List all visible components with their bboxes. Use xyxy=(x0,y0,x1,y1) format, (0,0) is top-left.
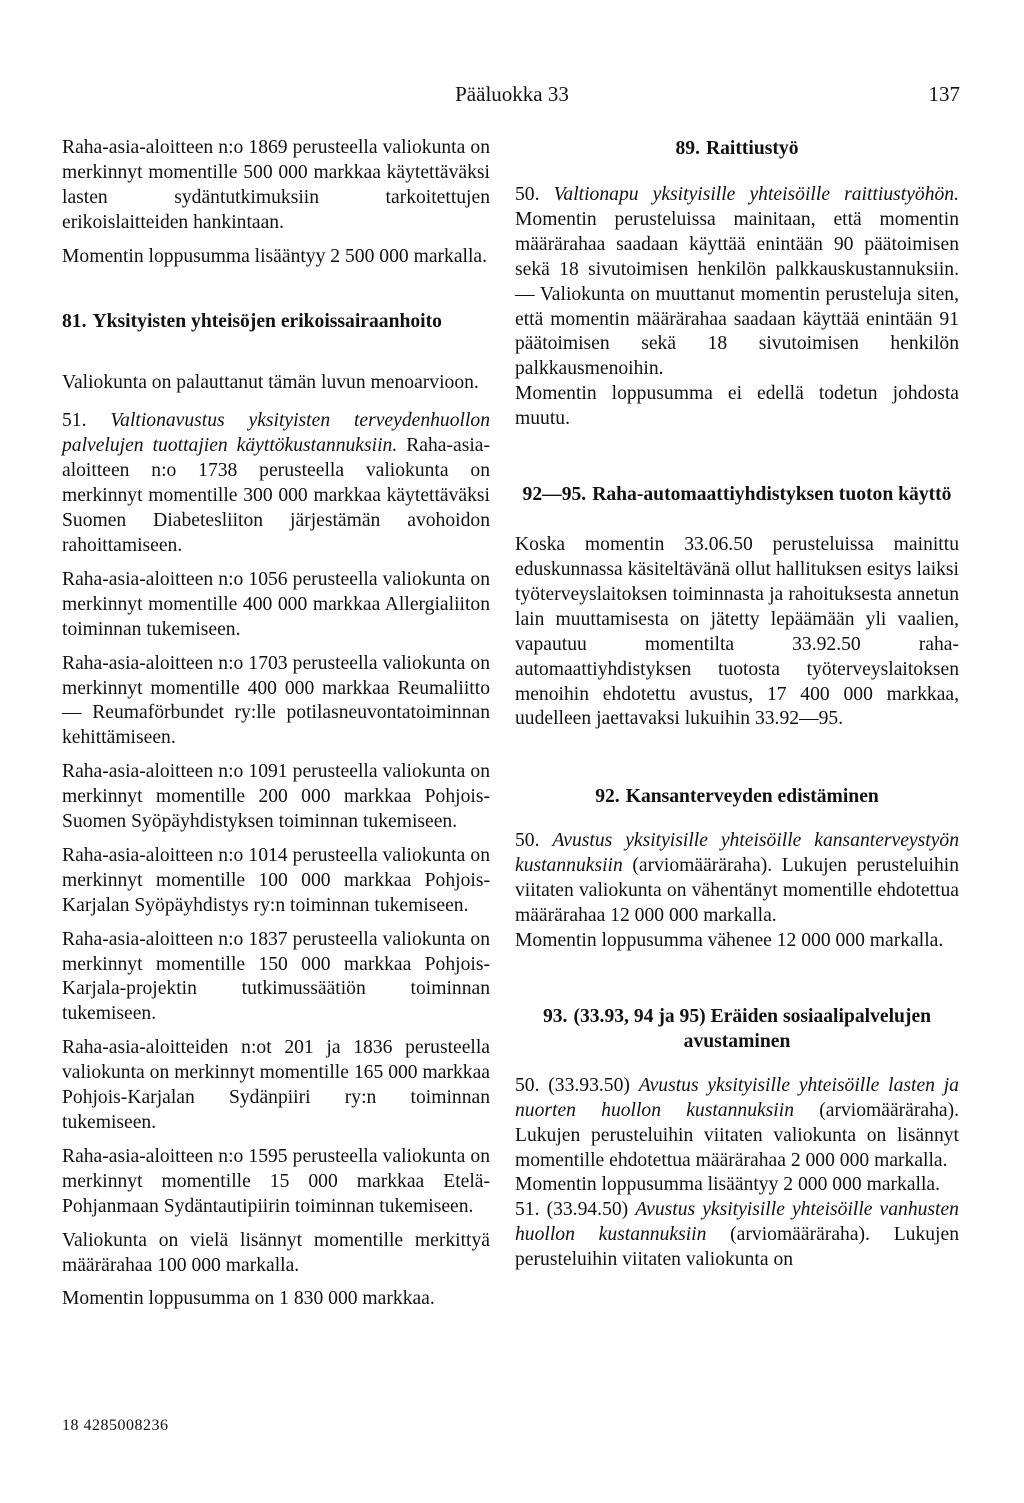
section-heading-92-95 xyxy=(515,482,959,507)
section-heading-92 xyxy=(515,784,959,809)
paragraph: Raha-asia-aloitteen n:o 1869 perusteella valiokunta on merkinnyt momentille 500 000 markkaa käytettäväksi lasten sydäntutkimuksiin tarkoitettujen erikoislaitteiden hankintaan. xyxy=(62,137,490,233)
section-title: Yksityisten yhteisöjen erikoissairaanhoito xyxy=(92,310,442,332)
section-title: Kansanterveyden edistäminen xyxy=(625,786,879,808)
item-51-right xyxy=(515,1198,959,1273)
paragraph: Raha-asia-aloitteen n:o 1091 perusteella valiokunta on merkinnyt momentille 200 000 markkaa Pohjois-Suomen Syöpäyhdistyksen toiminnan tukemiseen. xyxy=(62,761,490,833)
item-number: 50. xyxy=(515,1074,540,1096)
paragraph: Raha-asia-aloitteen n:o 1056 perusteella valiokunta on merkinnyt momentille 400 000 markkaa Allergialiiton toiminnan tukemiseen. xyxy=(62,568,490,640)
left-column xyxy=(62,136,490,1312)
section-title: Raha-automaattiyhdistyksen tuoton käyttö xyxy=(592,484,952,506)
item-text: Momentin perusteluissa mainitaan, että momentin määrärahaa saadaan käyttää enintään 90 päätoimisen sekä 18 sivutoimisen henkilön palkkauskustannuksiin. — Valiokunta on muuttanut momentin perusteluja siten, että momentin määrärahaa saadaan käyttää enintään 91 päätoimisen sekä 18 sivutoimisen henkilön palkkausmenoihin. xyxy=(515,208,959,380)
item-title: Avustus yksityisille yhteisöille kansanterveystyön kustannuksiin xyxy=(515,830,959,877)
paragraph: Raha-asia-aloitteen n:o 1595 perusteella valiokunta on merkinnyt momentille 15 000 markkaa Etelä-Pohjanmaan Sydäntautipiirin toiminnan tukemiseen. xyxy=(62,1145,490,1217)
paragraph: Momentin loppusumma lisääntyy 2 000 000 markalla. xyxy=(515,1174,941,1196)
section-number: 81. xyxy=(62,310,87,332)
page-header xyxy=(0,82,1024,112)
item-50 xyxy=(515,183,959,382)
page-title: Pääluokka 33 xyxy=(455,82,569,106)
item-ref: (33.94.50) xyxy=(546,1199,629,1221)
section-number: 89. xyxy=(675,138,700,159)
item-number: 50. xyxy=(515,184,540,205)
paragraph: Valiokunta on vielä lisännyt momentille merkittyä määrärahaa 100 000 markalla. xyxy=(62,1229,490,1276)
paragraph: Momentin loppusumma on 1 830 000 markkaa. xyxy=(62,1288,435,1310)
item-text: (arviomääräraha). Lukujen perusteluihin viitaten valiokunta on vähentänyt momentille ehdotettua määrärahaa 12 000 000 markalla. xyxy=(515,855,959,927)
paragraph: Momentin loppusumma vähenee 12 000 000 markalla. xyxy=(515,929,944,951)
item-number: 50. xyxy=(515,830,540,852)
paragraph: Valiokunta on palauttanut tämän luvun menoarvioon. xyxy=(62,371,479,393)
item-text: Raha-asia-aloitteen n:o 1738 perusteella valiokunta on merkinnyt momentille 300 000 markkaa käytettäväksi Suomen Diabetesliiton järjestämän avohoidon rahoittamiseen. xyxy=(62,435,490,556)
section-heading-89 xyxy=(515,136,959,161)
item-ref: (33.93.50) xyxy=(548,1074,630,1096)
item-title: Valtionavustus yksityisten terveydenhuollon palvelujen tuottajien käyttökustannuksiin. xyxy=(62,410,490,457)
item-50c xyxy=(515,1074,959,1174)
item-title: Avustus yksityisille yhteisöille vanhusten huollon kustannuksiin xyxy=(515,1199,959,1246)
section-number: 93. xyxy=(542,1005,568,1027)
section-heading-81 xyxy=(62,309,490,334)
section-title: (33.93, 94 ja 95) Eräiden sosiaalipalvelujen avustaminen xyxy=(573,1005,932,1052)
item-50b xyxy=(515,829,959,929)
footer-code: 18 4285008236 xyxy=(62,1417,169,1434)
item-text: (arviomääräraha). Lukujen perusteluihin viitaten valiokunta on lisännyt momentille ehdotettua määrärahaa 2 000 000 markalla. xyxy=(515,1099,959,1171)
item-number: 51. xyxy=(515,1199,540,1221)
paragraph: Raha-asia-aloitteiden n:ot 201 ja 1836 perusteella valiokunta on merkinnyt momentille 165 000 markkaa Pohjois-Karjalan Sydänpiiri ry:n toiminnan tukemiseen. xyxy=(62,1037,490,1133)
paragraph: Raha-asia-aloitteen n:o 1014 perusteella valiokunta on merkinnyt momentille 100 000 markkaa Pohjois-Karjalan Syöpäyhdistys ry:n toiminnan tukemiseen. xyxy=(62,844,490,916)
page-number: 137 xyxy=(928,82,960,106)
right-column xyxy=(515,136,959,1273)
paragraph: Raha-asia-aloitteen n:o 1837 perusteella valiokunta on merkinnyt momentille 150 000 markkaa Pohjois-Karjala-projektin tutkimussäätiön toiminnan tukemiseen. xyxy=(62,928,490,1025)
section-heading-93 xyxy=(515,1004,959,1054)
paragraph: Koska momentin 33.06.50 perusteluissa mainittu eduskunnassa käsiteltävänä ollut hallituksen esitys laiksi työterveyslaitoksen toiminnasta ja rahoituksesta annetun lain muuttamisesta on jätetty lepäämään yli vaalien, vapautuu momentilta 33.92.50 raha-automaattiyhdistyksen tuotosta työterveyslaitoksen menoihin ehdotettu avustus, 17 400 000 markkaa, uudelleen jaettavaksi lukuihin 33.92—95. xyxy=(515,534,959,730)
item-title: Avustus yksityisille yhteisöille lasten ja nuorten huollon kustannuksiin xyxy=(515,1074,959,1121)
item-text: (arviomääräraha). Lukujen perusteluihin viitaten valiokunta on xyxy=(515,1224,959,1271)
item-number: 51. xyxy=(62,410,87,432)
section-number: 92. xyxy=(595,786,620,808)
paragraph: Momentin loppusumma lisääntyy 2 500 000 markalla. xyxy=(62,245,488,267)
section-number: 92—95. xyxy=(522,484,587,506)
paragraph: Raha-asia-aloitteen n:o 1703 perusteella valiokunta on merkinnyt momentille 400 000 markkaa Reumaliitto — Reumaförbundet ry:lle potilasneuvontatoiminnan kehittämiseen. xyxy=(62,652,490,749)
section-title: Raittiustyö xyxy=(705,138,799,159)
item-title: Valtionapu yksityisille yhteisöille raittiustyöhön. xyxy=(553,184,959,205)
paragraph: Momentin loppusumma ei edellä todetun johdosta muutu. xyxy=(515,383,959,430)
item-51 xyxy=(62,409,490,558)
